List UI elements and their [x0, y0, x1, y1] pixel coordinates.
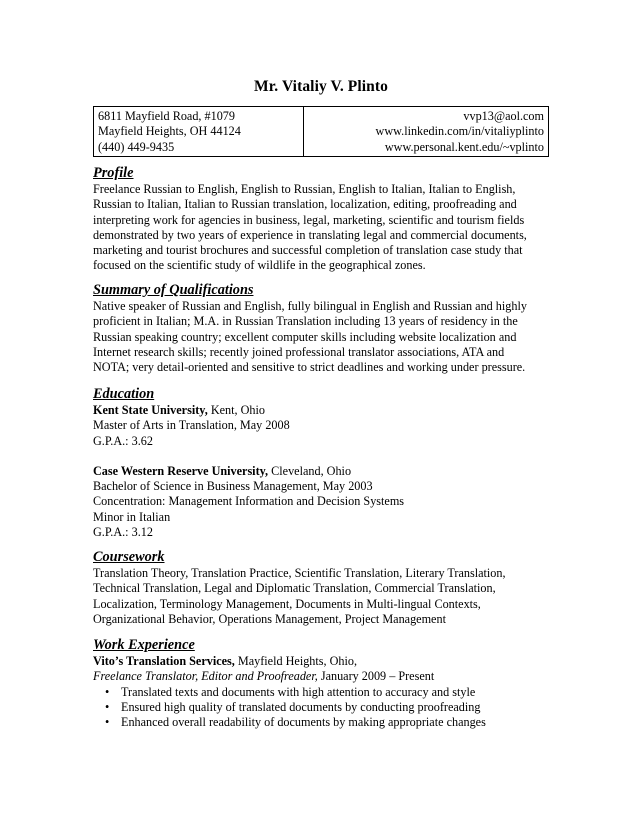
work-experience-section: [93, 637, 549, 730]
qualifications-line: proficient in Italian; M.A. in Russian Translation including 13 years of residency in the: [93, 314, 518, 329]
bullet-icon: •: [105, 715, 110, 730]
list-item: [93, 685, 549, 700]
employer-location: Mayfield Heights, Ohio,: [234, 654, 358, 668]
school-location: Cleveland, Ohio: [268, 463, 352, 478]
profile-line: focused on the scientific study of wildlife in the geographical zones.: [93, 258, 426, 273]
email-address: vvp13@aol.com: [463, 109, 544, 123]
education-heading: Education: [93, 386, 155, 402]
employer-name: Vito’s Translation Services,: [93, 654, 235, 668]
school-name: Kent State University,: [93, 403, 208, 417]
duty-text: Ensured high quality of translated documents by conducting proofreading: [121, 699, 481, 714]
list-item: [93, 700, 549, 715]
coursework-line: Translation Theory, Translation Practice, Scientific Translation, Literary Translation,: [93, 566, 506, 580]
profile-text: [93, 182, 549, 274]
address-cell: [94, 107, 304, 157]
bullet-icon: •: [105, 684, 110, 699]
coursework-section: [93, 549, 549, 627]
duty-text: Enhanced overall readability of documents by making appropriate changes: [121, 715, 486, 730]
profile-line: Freelance Russian to English, English to Russian, English to Italian, Italian to English,: [93, 182, 516, 196]
qualifications-heading: Summary of Qualifications: [93, 282, 254, 298]
phone-number: (440) 449-9435: [98, 139, 175, 154]
profile-section: [93, 165, 549, 274]
school-degree: Bachelor of Science in Business Management, May 2003: [93, 479, 373, 494]
linkedin-url: www.linkedin.com/in/vitaliyplinto: [375, 124, 544, 139]
duty-text: Translated texts and documents with high attention to accuracy and style: [121, 684, 476, 699]
school-gpa: G.P.A.: 3.62: [93, 433, 153, 448]
school-header: [93, 464, 549, 479]
qualifications-line: Native speaker of Russian and English, fully bilingual in English and Russian and highly: [93, 299, 527, 313]
address-street: 6811 Mayfield Road, #1079: [98, 109, 235, 123]
contact-table: [93, 106, 549, 157]
qualifications-line: Russian speaking country; excellent computer skills including website localization and: [93, 329, 517, 344]
work-entry-header: [93, 654, 549, 685]
resume-name: Mr. Vitaliy V. Plinto: [253, 78, 388, 95]
qualifications-line: Internet research skills; recently joined professional translator associations, ATA and: [93, 344, 505, 359]
school-name: Case Western Reserve University,: [93, 463, 269, 478]
school-minor: Minor in Italian: [93, 509, 171, 524]
bullet-icon: •: [105, 699, 110, 714]
school-gpa: G.P.A.: 3.12: [93, 525, 153, 540]
coursework-line: Organizational Behavior, Operations Management, Project Management: [93, 611, 446, 626]
work-duties-list: [93, 685, 549, 731]
school-concentration: Concentration: Management Information and Decision Systems: [93, 494, 405, 509]
education-school: [93, 464, 549, 540]
profile-line: Russian to Italian, Italian to Russian translation, localization, editing, proofreading and: [93, 197, 517, 212]
coursework-heading: Coursework: [93, 549, 165, 565]
work-experience-heading: Work Experience: [93, 637, 195, 653]
job-dates: January 2009 – Present: [317, 669, 435, 684]
job-title: Freelance Translator, Editor and Proofreader,: [93, 669, 318, 684]
list-item: [93, 715, 549, 730]
coursework-text: [93, 566, 549, 627]
coursework-line: Localization, Terminology Management, Documents in Multi-lingual Contexts,: [93, 596, 481, 611]
address-city: Mayfield Heights, OH 44124: [98, 124, 241, 139]
qualifications-section: [93, 282, 549, 375]
employer-line: [93, 654, 549, 669]
profile-line: marketing and tourist brochures and successful completion of translation case study that: [93, 243, 523, 258]
education-school: [93, 403, 549, 449]
coursework-line: Technical Translation, Legal and Diplomatic Translation, Commercial Translation,: [93, 581, 496, 596]
profile-line: interpreting work for agencies in business, legal, marketing, scientific and tourism fields: [93, 212, 525, 227]
school-degree: Master of Arts in Translation, May 2008: [93, 418, 290, 433]
school-location: Kent, Ohio: [207, 403, 265, 417]
school-header: [93, 403, 549, 418]
education-section: [93, 386, 549, 540]
online-contact-cell: [303, 107, 548, 157]
qualifications-text: [93, 299, 549, 375]
personal-website-url: www.personal.kent.edu/~vplinto: [384, 139, 544, 154]
qualifications-line: NOTA; very detail-oriented and sensitive to strict deadlines and working under pressure.: [93, 360, 526, 375]
profile-heading: Profile: [93, 165, 134, 181]
profile-line: demonstrated by two years of experience in translating legal and commercial documents,: [93, 227, 527, 242]
role-line: [93, 669, 549, 684]
